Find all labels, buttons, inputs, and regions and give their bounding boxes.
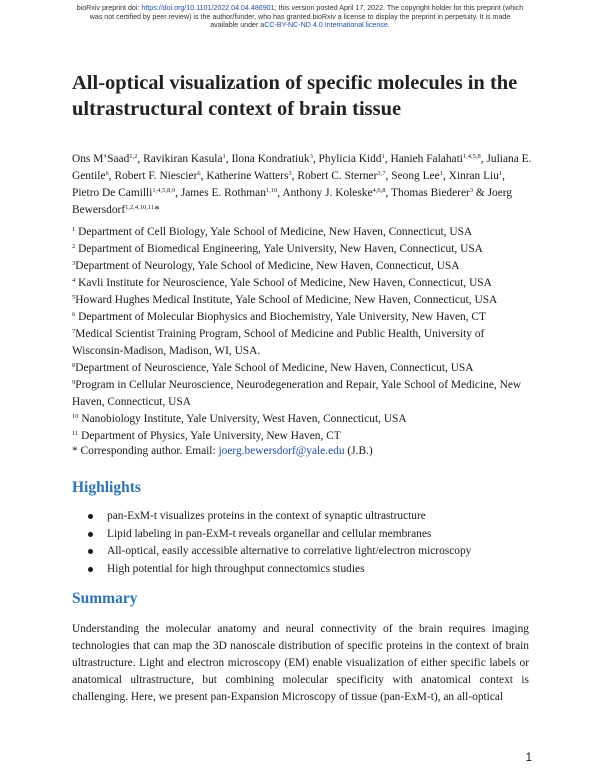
author: James E. Rothman$^{1,10}$, xyxy=(180,187,283,199)
list-item: High potential for high throughput connectomics studies xyxy=(88,561,528,579)
author: Ravikiran Kasula$^1$, xyxy=(143,153,232,165)
affiliation: $^6$ Department of Molecular Biophysics and Biochemistry, Yale University, New Haven, CT xyxy=(72,311,486,323)
affiliation: $^7$Medical Scientist Training Program, School of Medicine and Public Health, University of Wisconsin-Madison, Madison, WI, USA. xyxy=(72,328,485,357)
summary-paragraph: Understanding the molecular anatomy and neural connectivity of the brain requires imaging technologies that can map the 3D nanoscale distribution of specific proteins in the context of brain ultrastructure. Light and electron microscopy (EM) enable visualization of either specific labels or anatomical ultrastructure, but combining molecular specificity with anatomical context is challenging. Here, we present pan-Expansion Microscopy of tissue (pan-ExM-t), an all-optical xyxy=(72,623,529,703)
author: Juliana E. Gentile$^6$, xyxy=(72,153,532,182)
corresponding-author: * Corresponding author. Email: joerg.bewersdorf@yale.edu (J.B.) xyxy=(72,445,373,457)
bullet-icon xyxy=(88,567,93,572)
affiliation: $^{10}$ Nanobiology Institute, Yale University, West Haven, Connecticut, USA xyxy=(72,413,407,425)
list-item: pan-ExM-t visualizes proteins in the context of synaptic ultrastructure xyxy=(88,508,528,526)
affiliation: $^9$Program in Cellular Neuroscience, Neurodegeneration and Repair, Yale School of Medicine, New Haven, Connecticut, USA xyxy=(72,379,522,408)
bullet-icon xyxy=(88,549,93,554)
page-number: 1 xyxy=(525,752,532,764)
author: Hanieh Falahati$^{1,4,5,8}$, xyxy=(390,153,487,165)
summary-heading: Summary xyxy=(72,590,138,607)
author: Joerg Bewersdorf$^{1,2,4,10,11}$* xyxy=(72,187,513,216)
author: Katherine Watters$^3$, xyxy=(206,170,298,182)
preprint-line-3: available under aCC-BY-NC-ND 4.0 International license. xyxy=(210,21,390,30)
preprint-notice xyxy=(20,4,580,30)
affiliation: $^1$ Department of Cell Biology, Yale School of Medicine, New Haven, Connecticut, USA xyxy=(72,226,473,238)
affiliation: $^{11}$ Department of Physics, Yale University, New Haven, CT xyxy=(72,430,341,442)
affiliation: $^8$Department of Neuroscience, Yale School of Medicine, New Haven, Connecticut, USA xyxy=(72,362,474,374)
preprint-line-1: bioRxiv preprint doi: https://doi.org/10.1101/2022.04.04.486901; this version posted April 17, 2022. The copyright holder for this preprint (which xyxy=(76,4,524,12)
author: Anthony J. Koleske$^{4,6,8}$, xyxy=(282,187,392,199)
affiliation: $^4$ Kavli Institute for Neuroscience, Yale School of Medicine, New Haven, Connecticut, USA xyxy=(72,277,492,289)
author: Robert C. Sterner$^{3,7}$, xyxy=(297,170,392,182)
affiliation-list xyxy=(72,224,532,445)
paper-title: All-optical visualization of specific molecules in the ultrastructural context of brain tissue xyxy=(72,72,518,120)
affiliation: $^3$Department of Neurology, Yale School of Medicine, New Haven, Connecticut, USA xyxy=(72,260,460,272)
author: Xinran Liu$^1$, xyxy=(448,170,506,182)
highlights-heading: Highlights xyxy=(72,479,141,496)
bullet-icon xyxy=(88,514,93,519)
author: Ons M’Saad$^{1,2}$, xyxy=(72,153,144,165)
author: Thomas Biederer$^3$ & xyxy=(391,187,488,199)
list-item: All-optical, easily accessible alternative to correlative light/electron microscopy xyxy=(88,543,528,561)
license-link[interactable]: CC-BY-NC-ND 4.0 International license xyxy=(264,21,388,30)
highlights-list xyxy=(88,508,528,578)
author: Robert F. Niescier$^6$, xyxy=(114,170,207,182)
affiliation: $^5$Howard Hughes Medical Institute, Yale School of Medicine, New Haven, Connecticut, USA xyxy=(72,294,498,306)
affiliation: $^2$ Department of Biomedical Engineering, Yale University, New Haven, Connecticut, USA xyxy=(72,243,483,255)
author: Phylicia Kidd$^1$, xyxy=(318,153,391,165)
list-item: Lipid labeling in pan-ExM-t reveals organellar and cellular membranes xyxy=(88,526,528,544)
author: Pietro De Camilli$^{1,4,5,8,9}$, xyxy=(72,187,181,199)
preprint-line-2: was not certified by peer review) is the author/funder, who has granted bioRxiv a license to display the preprint in perpetuity. It is made xyxy=(89,12,511,21)
author: Ilona Kondratiuk$^3$, xyxy=(231,153,319,165)
email-link[interactable]: joerg.bewersdorf@yale.edu xyxy=(218,445,345,457)
doi-link[interactable]: https://doi.org/10.1101/2022.04.04.486901 xyxy=(141,4,275,12)
author: Seong Lee$^1$, xyxy=(391,170,449,182)
bullet-icon xyxy=(88,532,93,537)
author-list xyxy=(72,151,534,219)
